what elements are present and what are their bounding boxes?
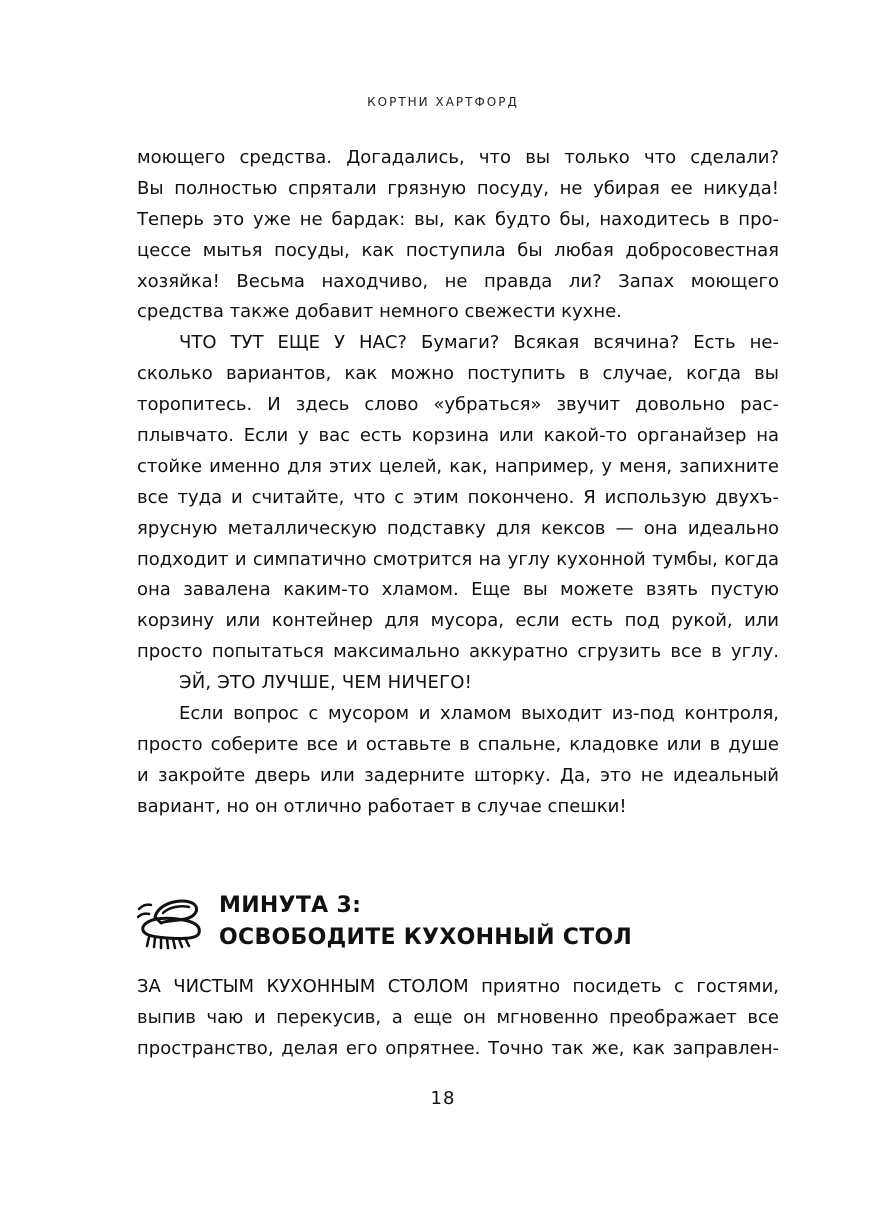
section-title-line-1: МИНУТА 3: xyxy=(219,893,362,918)
text-line: выпив чаю и перекусив, а еще он мгновенно преображает все xyxy=(137,1006,779,1028)
text-line: корзину или контейнер для мусора, если есть под рукой, или xyxy=(137,610,779,632)
text-line: просто попытаться максимально аккуратно сгрузить все в углу. xyxy=(137,641,779,663)
text-line: пространство, делая его опрятнее. Точно так же, как заправлен- xyxy=(137,1037,779,1059)
text-line: сколько вариантов, как можно поступить в случае, когда вы xyxy=(137,363,779,385)
text-line: ЗА ЧИСТЫМ КУХОННЫМ СТОЛОМ приятно посидеть с гостями, xyxy=(137,976,779,997)
text-line: хозяйка! Весьма находчиво, не правда ли? Запах моющего xyxy=(137,270,779,292)
running-head: КОРТНИ ХАРТФОРД xyxy=(367,95,519,109)
body-text-block xyxy=(137,143,779,823)
text-line: она завалена каким-то хламом. Еще вы можете взять пустую xyxy=(137,579,779,601)
body-text-block-2 xyxy=(137,972,779,1065)
text-line: Если вопрос с мусором и хламом выходит из-под контроля, xyxy=(179,703,779,725)
section-title xyxy=(219,890,632,954)
text-line: просто соберите все и оставьте в спальне, кладовке или в душе xyxy=(137,733,779,755)
text-line: стойке именно для этих целей, как, например, у меня, запихните xyxy=(137,455,779,477)
text-line: Вы полностью спрятали грязную посуду, не убирая ее никуда! xyxy=(137,177,779,199)
text-line: ЧТО ТУТ ЕЩЕ У НАС? Бумаги? Всякая всячина? Есть не- xyxy=(179,332,779,354)
section-title-line-2: ОСВОБОДИТЕ КУХОННЫЙ СТОЛ xyxy=(219,925,633,950)
text-line: вариант, но он отлично работает в случае спешки! xyxy=(137,795,627,817)
text-line: подходит и симпатично смотрится на углу кухонной тумбы, когда xyxy=(137,548,779,570)
text-line: плывчато. Если у вас есть корзина или какой-то органайзер на xyxy=(137,425,779,447)
text-line: средства также добавит немного свежести кухне. xyxy=(137,301,622,323)
text-line: моющего средства. Догадались, что вы только что сделали? xyxy=(137,147,779,168)
text-line: Теперь это уже не бардак: вы, как будто бы, находитесь в про- xyxy=(137,208,779,230)
scrub-brush-icon xyxy=(137,895,205,951)
text-line: торопитесь. И здесь слово «убраться» звучит довольно рас- xyxy=(137,394,779,416)
text-line: ярусную металлическую подставку для кексов — она идеально xyxy=(137,517,779,539)
section-heading xyxy=(137,890,779,960)
text-line: все туда и считайте, что с этим покончено. Я использую двухъ- xyxy=(137,486,779,508)
text-line: цессе мытья посуды, как поступила бы любая добросовестная xyxy=(137,239,779,261)
page-number: 18 xyxy=(430,1088,456,1109)
text-line: ЭЙ, ЭТО ЛУЧШЕ, ЧЕМ НИЧЕГО! xyxy=(179,672,473,694)
text-line: и закройте дверь или задерните шторку. Да, это не идеальный xyxy=(137,764,779,786)
